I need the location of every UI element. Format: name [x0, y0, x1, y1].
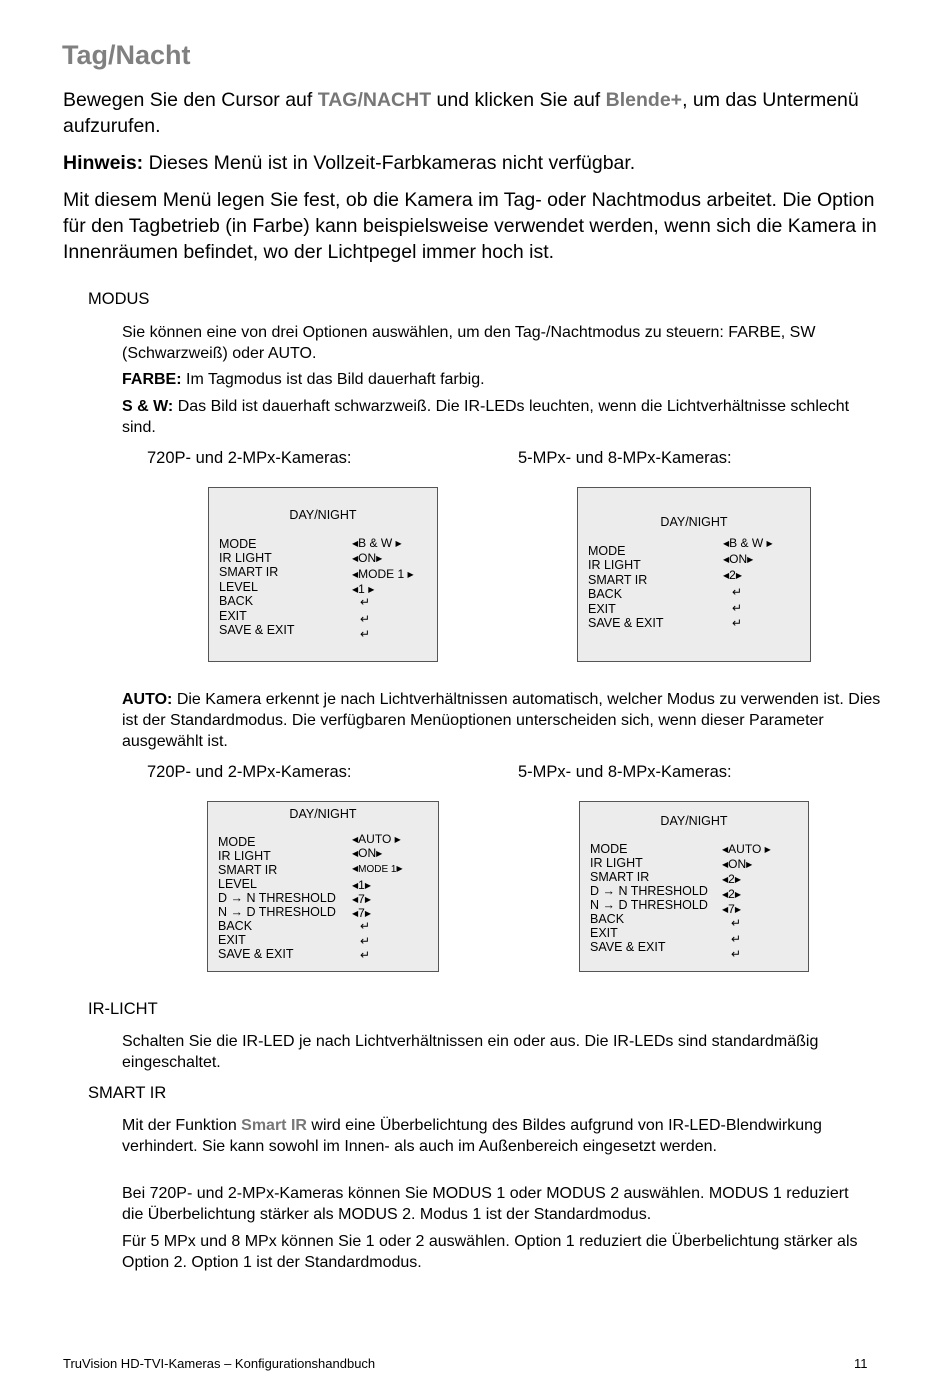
menu-label-mode: MODE — [588, 544, 626, 558]
menu-label-smart-ir: SMART IR — [588, 573, 648, 587]
sw-paragraph: S & W: Das Bild ist dauerhaft schwarzweiß. Die IR-LEDs leuchten, wenn die Lichtverhältnisse schlecht sind. — [122, 398, 850, 436]
enter-icon: ↵ — [360, 948, 371, 962]
note-paragraph: Hinweis: Dieses Menü ist in Vollzeit-Farbkameras nicht verfügbar. — [63, 152, 636, 174]
intro-paragraph: Bewegen Sie den Cursor auf TAG/NACHT und klicken Sie auf Blende+, um das Untermenü aufzurufen. — [63, 89, 859, 137]
tag-nacht-term: TAG/NACHT — [317, 89, 432, 111]
note-label: Hinweis: — [63, 152, 144, 174]
menu-header: DAY/NIGHT — [660, 515, 728, 529]
smart-ir-paragraph-2: Bei 720P- und 2-MPx-Kameras können Sie MODUS 1 oder MODUS 2 auswählen. MODUS 1 reduziert die Überbelichtung stärker als MODUS 2. Modus 1 ist der Standardmodus. — [122, 1185, 849, 1223]
enter-icon: ↵ — [360, 627, 371, 641]
menu-value-smart-ir: ◀2▶ — [723, 568, 742, 582]
menu-label-exit: EXIT — [219, 609, 247, 623]
farbe-paragraph: FARBE: Im Tagmodus ist das Bild dauerhaft farbig. — [122, 371, 485, 388]
enter-icon: ↵ — [731, 916, 742, 930]
smart-ir-paragraph-1: Mit der Funktion Smart IR wird eine Überbelichtung des Bildes aufgrund von IR-LED-Blendwirkung verhindert. Sie kann sowohl im Innen- als auch im Außenbereich eingesetzt werden. — [122, 1117, 822, 1155]
menu-value-ir-light: ◀ON▶ — [722, 857, 753, 871]
section-heading-ir-licht: IR-LICHT — [88, 1000, 158, 1018]
menu-label-level: LEVEL — [219, 580, 258, 594]
menu-label-ir-light: IR LIGHT — [590, 856, 643, 870]
menu-label-nd-threshold: N → D THRESHOLD — [218, 905, 336, 919]
section-heading-modus: MODUS — [88, 290, 150, 308]
osd-menu-720p-bw — [208, 487, 438, 662]
smart-ir-paragraph-3: Für 5 MPx und 8 MPx können Sie 1 oder 2 auswählen. Option 1 reduziert die Überbelichtung stärker als Option 2. Option 1 ist der Standardmodus. — [122, 1233, 858, 1271]
section-heading-smart-ir: SMART IR — [88, 1084, 167, 1102]
menu-label-mode: MODE — [219, 537, 257, 551]
osd-menu-5mp-bw — [577, 487, 811, 662]
menu-label-back: BACK — [218, 919, 253, 933]
enter-icon: ↵ — [731, 932, 742, 946]
enter-icon: ↵ — [731, 947, 742, 961]
menu-value-level: ◀1 ▶ — [352, 582, 375, 596]
menu-label-back: BACK — [219, 594, 254, 608]
blende-term: Blende+ — [605, 89, 683, 111]
menu-label-exit: EXIT — [218, 933, 246, 947]
camera-label-right: 5-MPx- und 8-MPx-Kameras: — [518, 763, 732, 781]
enter-icon: ↵ — [732, 616, 743, 630]
ir-licht-paragraph: Schalten Sie die IR-LED je nach Lichtverhältnissen ein oder aus. Die IR-LEDs sind standardmäßig eingeschaltet. — [122, 1033, 819, 1071]
menu-label-level: LEVEL — [218, 877, 257, 891]
enter-icon: ↵ — [732, 601, 743, 615]
menu-label-ir-light: IR LIGHT — [219, 551, 272, 565]
menu-header: DAY/NIGHT — [289, 807, 357, 821]
osd-menu-720p-auto — [207, 801, 439, 972]
camera-label-left: 720P- und 2-MPx-Kameras: — [147, 449, 352, 467]
auto-paragraph: AUTO: Die Kamera erkennt je nach Lichtverhältnissen automatisch, welcher Modus zu verwenden ist. Dies ist der Standardmodus. Die verfügbaren Menüoptionen unterscheiden sich, wenn dieser Parameter ausgewählt ist. — [122, 691, 881, 750]
camera-label-right: 5-MPx- und 8-MPx-Kameras: — [518, 449, 732, 467]
menu-value-mode: ◀B & W ▶ — [723, 536, 773, 550]
menu-value-level: ◀1▶ — [352, 878, 371, 892]
enter-icon: ↵ — [360, 919, 371, 933]
menu-label-ir-light: IR LIGHT — [218, 849, 271, 863]
description-paragraph: Mit diesem Menü legen Sie fest, ob die Kamera im Tag- oder Nachtmodus arbeitet. Die Option für den Tagbetrieb (in Farbe) kann beispielsweise verwendet werden, wenn sich die Kamera in Innenräumen befindet, wo der Lichtpegel immer hoch ist. — [63, 189, 877, 263]
menu-value-nd-threshold: ◀7▶ — [722, 902, 741, 916]
menu-value-mode: ◀AUTO ▶ — [352, 832, 401, 846]
modus-intro: Sie können eine von drei Optionen auswählen, um den Tag-/Nachtmodus zu steuern: FARBE, SW (Schwarzweiß) oder AUTO. — [122, 324, 816, 362]
menu-label-save-exit: SAVE & EXIT — [218, 947, 294, 961]
menu-label-save-exit: SAVE & EXIT — [219, 623, 295, 637]
enter-icon: ↵ — [360, 612, 371, 626]
menu-value-ir-light: ◀ON▶ — [352, 551, 383, 565]
menu-value-mode: ◀AUTO ▶ — [722, 842, 771, 856]
smart-ir-term: Smart IR — [241, 1117, 307, 1134]
enter-icon: ↵ — [360, 595, 371, 609]
footer-title: TruVision HD-TVI-Kameras – Konfigurationshandbuch — [63, 1356, 376, 1371]
menu-value-mode: ◀B & W ▶ — [352, 536, 402, 550]
menu-value-ir-light: ◀ON▶ — [723, 552, 754, 566]
menu-label-dn-threshold: D → N THRESHOLD — [590, 884, 708, 898]
menu-value-nd-threshold: ◀7▶ — [352, 906, 371, 920]
menu-value-smart-ir: ◀2▶ — [722, 872, 741, 886]
menu-value-ir-light: ◀ON▶ — [352, 846, 383, 860]
menu-value-smart-ir: ◀MODE 1▶ — [352, 864, 403, 875]
page-number: 11 — [854, 1356, 868, 1371]
menu-label-smart-ir: SMART IR — [218, 863, 278, 877]
menu-label-back: BACK — [588, 587, 623, 601]
osd-menu-5mp-auto — [579, 801, 809, 972]
menu-value-smart-ir: ◀MODE 1 ▶ — [352, 567, 414, 581]
camera-label-left: 720P- und 2-MPx-Kameras: — [147, 763, 352, 781]
menu-label-mode: MODE — [590, 842, 628, 856]
menu-label-mode: MODE — [218, 835, 256, 849]
menu-label-save-exit: SAVE & EXIT — [590, 940, 666, 954]
menu-label-ir-light: IR LIGHT — [588, 558, 641, 572]
menu-value-dn-threshold: ◀7▶ — [352, 892, 371, 906]
menu-label-exit: EXIT — [590, 926, 618, 940]
enter-icon: ↵ — [360, 934, 371, 948]
menu-label-save-exit: SAVE & EXIT — [588, 616, 664, 630]
menu-header: DAY/NIGHT — [289, 508, 357, 522]
menu-label-smart-ir: SMART IR — [219, 565, 279, 579]
menu-header: DAY/NIGHT — [660, 814, 728, 828]
enter-icon: ↵ — [732, 585, 743, 599]
menu-label-smart-ir: SMART IR — [590, 870, 650, 884]
menu-value-dn-threshold: ◀2▶ — [722, 887, 741, 901]
page-title: Tag/Nacht — [62, 40, 191, 70]
menu-label-exit: EXIT — [588, 602, 616, 616]
menu-label-back: BACK — [590, 912, 625, 926]
menu-label-nd-threshold: N → D THRESHOLD — [590, 898, 708, 912]
menu-label-dn-threshold: D → N THRESHOLD — [218, 891, 336, 905]
